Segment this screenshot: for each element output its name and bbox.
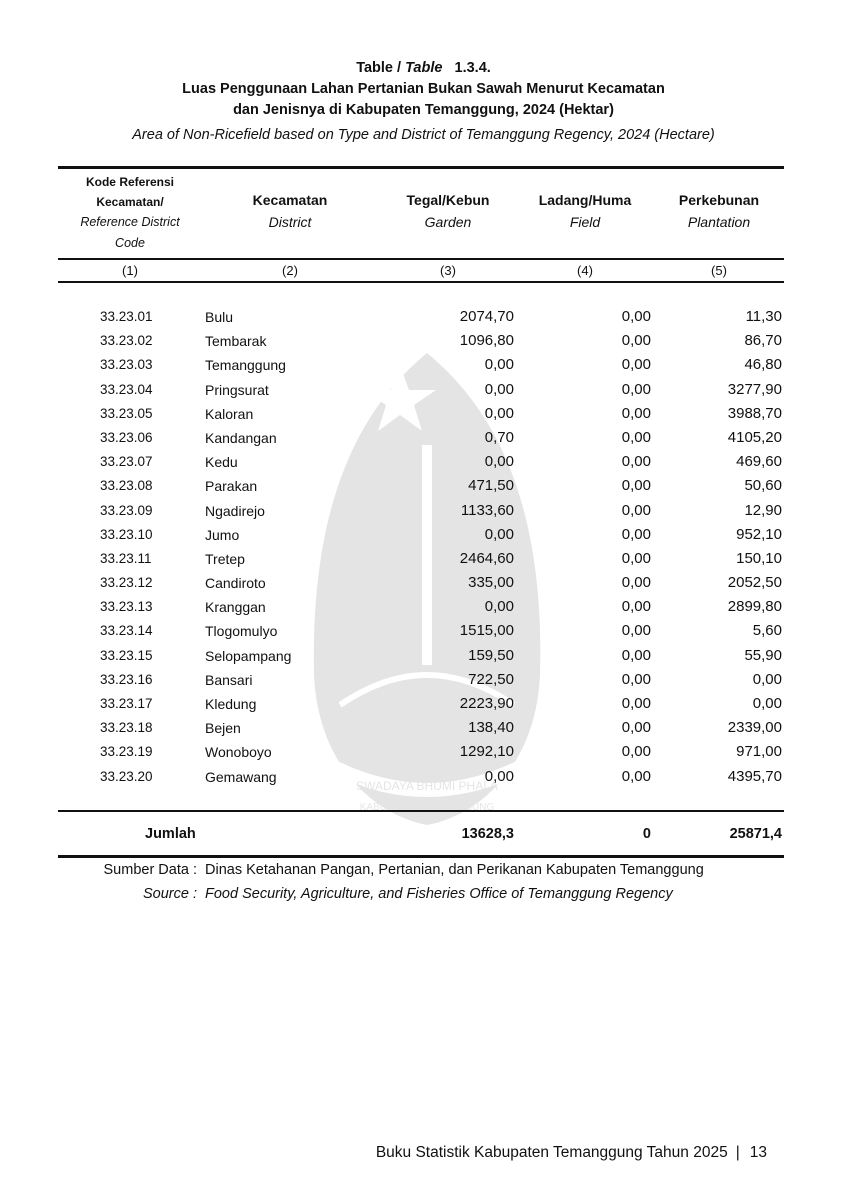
header-field-id: Ladang/Huma	[538, 192, 632, 208]
cell-garden: 1515,00	[459, 622, 514, 640]
cell-plantation: 2899,80	[727, 598, 782, 616]
cell-field: 0,00	[621, 549, 651, 567]
cell-code: 33.23.05	[100, 405, 153, 421]
column-number-2: (2)	[282, 263, 298, 278]
header-code-en-1: Reference District	[80, 215, 180, 229]
cell-field: 0,00	[621, 501, 651, 519]
total-row	[0, 822, 847, 846]
cell-plantation: 3277,90	[727, 380, 782, 398]
table-number-line	[0, 58, 847, 79]
column-number-1: (1)	[122, 263, 138, 278]
cell-field: 0,00	[621, 525, 651, 543]
table-row	[0, 450, 847, 474]
cell-garden: 335,00	[468, 574, 514, 592]
cell-district: Bulu	[205, 309, 234, 325]
cell-garden: 0,00	[484, 525, 514, 543]
cell-garden: 0,00	[484, 598, 514, 616]
cell-garden: 471,50	[468, 477, 514, 495]
table-body	[0, 305, 847, 789]
cell-garden: 2464,60	[459, 549, 514, 567]
cell-district: Selopampang	[205, 647, 292, 664]
cell-field: 0,00	[621, 743, 651, 761]
header-field	[516, 189, 654, 233]
cell-field: 0,00	[621, 477, 651, 495]
header-plantation-id: Perkebunan	[678, 192, 760, 208]
cell-plantation: 50,60	[744, 477, 782, 495]
top-rule	[58, 166, 784, 169]
cell-code: 33.23.15	[100, 647, 153, 663]
cell-code: 33.23.12	[100, 575, 153, 591]
cell-code: 33.23.19	[100, 744, 153, 760]
cell-field: 0,00	[621, 670, 651, 688]
cell-district: Kedu	[205, 454, 238, 471]
column-number-row	[0, 261, 847, 281]
cell-field: 0,00	[621, 598, 651, 616]
header-district-en: District	[268, 214, 312, 230]
header-code-id-1: Kode Referensi	[85, 175, 175, 189]
table-row	[0, 644, 847, 668]
cell-plantation: 86,70	[744, 332, 782, 350]
cell-code: 33.23.02	[100, 333, 153, 349]
source-id-row	[0, 858, 847, 882]
cell-garden: 2223,90	[459, 695, 514, 712]
cell-plantation: 46,80	[744, 356, 782, 374]
table-title-block	[0, 58, 847, 147]
column-number-3: (3)	[440, 263, 456, 278]
source-note	[0, 858, 847, 906]
cell-district: Jumo	[205, 526, 240, 543]
cell-plantation: 0,00	[752, 670, 782, 688]
cell-garden: 0,70	[484, 428, 514, 446]
source-text-id: Dinas Ketahanan Pangan, Pertanian, dan Perikanan Kabupaten Temanggung	[205, 862, 704, 878]
source-label-id: Sumber Data :	[103, 862, 197, 878]
header-garden-en: Garden	[424, 214, 472, 230]
table-row	[0, 619, 847, 643]
title-id-line-2: dan Jenisnya di Kabupaten Temanggung, 2024 (Hektar)	[233, 102, 614, 118]
cell-garden: 1292,10	[459, 743, 514, 761]
cell-garden: 159,50	[468, 646, 514, 664]
cell-district: Bejen	[205, 720, 241, 737]
cell-code: 33.23.11	[100, 550, 152, 566]
cell-district: Bansari	[205, 671, 253, 688]
header-code	[60, 172, 200, 254]
watermark-banner-2: KABUPATEN TEMANGGUNG	[359, 802, 495, 813]
cell-plantation: 2052,50	[727, 574, 782, 592]
cell-field: 0,00	[621, 453, 651, 471]
table-row	[0, 402, 847, 426]
cell-garden: 1096,80	[459, 332, 514, 350]
page-footer	[376, 1141, 767, 1165]
cell-district: Kaloran	[205, 405, 254, 422]
cell-garden: 0,00	[484, 404, 514, 422]
table-row	[0, 378, 847, 402]
cell-district: Kranggan	[205, 599, 266, 616]
table-row	[0, 426, 847, 450]
cell-district: Wonoboyo	[205, 744, 272, 761]
cell-code: 33.23.14	[100, 623, 153, 639]
cell-plantation: 952,10	[736, 525, 782, 543]
cell-garden: 0,00	[484, 380, 514, 398]
cell-field: 0,00	[621, 356, 651, 374]
cell-field: 0,00	[621, 695, 651, 712]
cell-plantation: 2339,00	[727, 719, 782, 737]
cell-district: Kledung	[205, 696, 257, 712]
cell-district: Tretep	[205, 550, 245, 567]
total-label: Jumlah	[145, 826, 196, 842]
total-plantation: 25871,4	[729, 826, 782, 842]
cell-district: Gemawang	[205, 768, 277, 785]
footer-separator: |	[735, 1144, 740, 1161]
table-row	[0, 595, 847, 619]
source-label-en: Source :	[143, 886, 197, 902]
cell-district: Tlogomulyo	[205, 623, 278, 640]
header-code-id-2: Kecamatan/	[96, 195, 164, 209]
cell-plantation: 971,00	[736, 743, 782, 761]
cell-code: 33.23.01	[100, 309, 153, 324]
cell-code: 33.23.20	[100, 768, 153, 784]
cell-district: Tembarak	[205, 333, 267, 350]
cell-field: 0,00	[621, 380, 651, 398]
cell-plantation: 11,30	[745, 308, 782, 325]
cell-field: 0,00	[621, 574, 651, 592]
table-row	[0, 765, 847, 789]
table-row	[0, 499, 847, 523]
title-id-line-1: Luas Penggunaan Lahan Pertanian Bukan Sawah Menurut Kecamatan	[182, 81, 665, 97]
cell-code: 33.23.07	[100, 454, 153, 470]
cell-garden: 2074,70	[459, 308, 514, 325]
column-number-4: (4)	[577, 263, 593, 278]
footer-book-title: Buku Statistik Kabupaten Temanggung Tahun 2025	[375, 1144, 728, 1161]
cell-field: 0,00	[621, 428, 651, 446]
watermark-banner-1: SWADAYA BHUMI PHALA	[356, 779, 498, 793]
cell-plantation: 150,10	[736, 549, 782, 567]
cell-garden: 0,00	[484, 767, 514, 785]
cell-district: Temanggung	[205, 357, 286, 374]
table-row	[0, 353, 847, 377]
table-row	[0, 547, 847, 571]
cell-district: Pringsurat	[205, 381, 269, 398]
table-label-en: Table	[405, 60, 443, 76]
table-row	[0, 716, 847, 740]
cell-code: 33.23.17	[100, 696, 153, 711]
cell-code: 33.23.18	[100, 720, 153, 736]
table-row	[0, 692, 847, 716]
header-garden	[380, 189, 516, 233]
table-row	[0, 329, 847, 353]
cell-district: Kandangan	[205, 429, 277, 446]
table-label-id: Table /	[356, 60, 406, 76]
cell-code: 33.23.09	[100, 502, 153, 518]
cell-plantation: 4395,70	[727, 767, 782, 785]
column-number-rule	[58, 281, 784, 283]
header-plantation-en: Plantation	[687, 214, 751, 230]
table-row	[0, 740, 847, 764]
cell-code: 33.23.03	[100, 357, 153, 373]
total-top-rule	[58, 810, 784, 812]
table-row	[0, 474, 847, 498]
cell-code: 33.23.06	[100, 429, 153, 445]
cell-field: 0,00	[621, 404, 651, 422]
cell-field: 0,00	[621, 622, 651, 640]
source-text-en: Food Security, Agriculture, and Fisheries Office of Temanggung Regency	[205, 886, 673, 902]
header-code-en-2: Code	[115, 236, 145, 250]
cell-field: 0,00	[621, 308, 651, 325]
cell-code: 33.23.10	[100, 526, 153, 542]
cell-plantation: 12,90	[744, 501, 782, 519]
table-number: 1.3.4.	[454, 60, 491, 76]
page-number: 13	[749, 1144, 767, 1161]
column-number-5: (5)	[711, 263, 727, 278]
cell-plantation: 55,90	[744, 646, 782, 664]
header-plantation	[654, 189, 784, 233]
header-district	[200, 189, 380, 233]
cell-garden: 138,40	[468, 719, 514, 737]
cell-field: 0,00	[621, 646, 651, 664]
cell-code: 33.23.04	[100, 381, 153, 397]
cell-plantation: 0,00	[752, 695, 782, 712]
cell-district: Ngadirejo	[205, 502, 265, 519]
cell-district: Parakan	[205, 478, 258, 495]
cell-garden: 722,50	[468, 670, 514, 688]
table-row	[0, 571, 847, 595]
cell-garden: 0,00	[484, 453, 514, 471]
cell-code: 33.23.08	[100, 478, 153, 494]
header-field-en: Field	[569, 214, 601, 230]
header-rule	[58, 258, 784, 260]
total-garden: 13628,3	[461, 826, 514, 842]
cell-garden: 1133,60	[460, 501, 514, 519]
total-field: 0	[642, 826, 651, 842]
header-district-id: Kecamatan	[252, 192, 328, 208]
cell-field: 0,00	[621, 332, 651, 350]
cell-field: 0,00	[621, 719, 651, 737]
header-garden-id: Tegal/Kebun	[406, 192, 490, 208]
cell-garden: 0,00	[484, 356, 514, 374]
table-row	[0, 523, 847, 547]
table-row	[0, 305, 847, 329]
cell-field: 0,00	[621, 767, 651, 785]
table-row	[0, 668, 847, 692]
cell-plantation: 469,60	[736, 453, 782, 471]
cell-code: 33.23.13	[100, 599, 153, 615]
cell-code: 33.23.16	[100, 671, 153, 687]
source-en-row	[0, 882, 847, 906]
title-en: Area of Non-Ricefield based on Type and District of Temanggung Regency, 2024 (Hectare)	[132, 127, 715, 143]
cell-plantation: 3988,70	[727, 404, 782, 422]
cell-plantation: 4105,20	[727, 428, 782, 446]
cell-plantation: 5,60	[752, 622, 782, 640]
cell-district: Candiroto	[205, 575, 266, 592]
